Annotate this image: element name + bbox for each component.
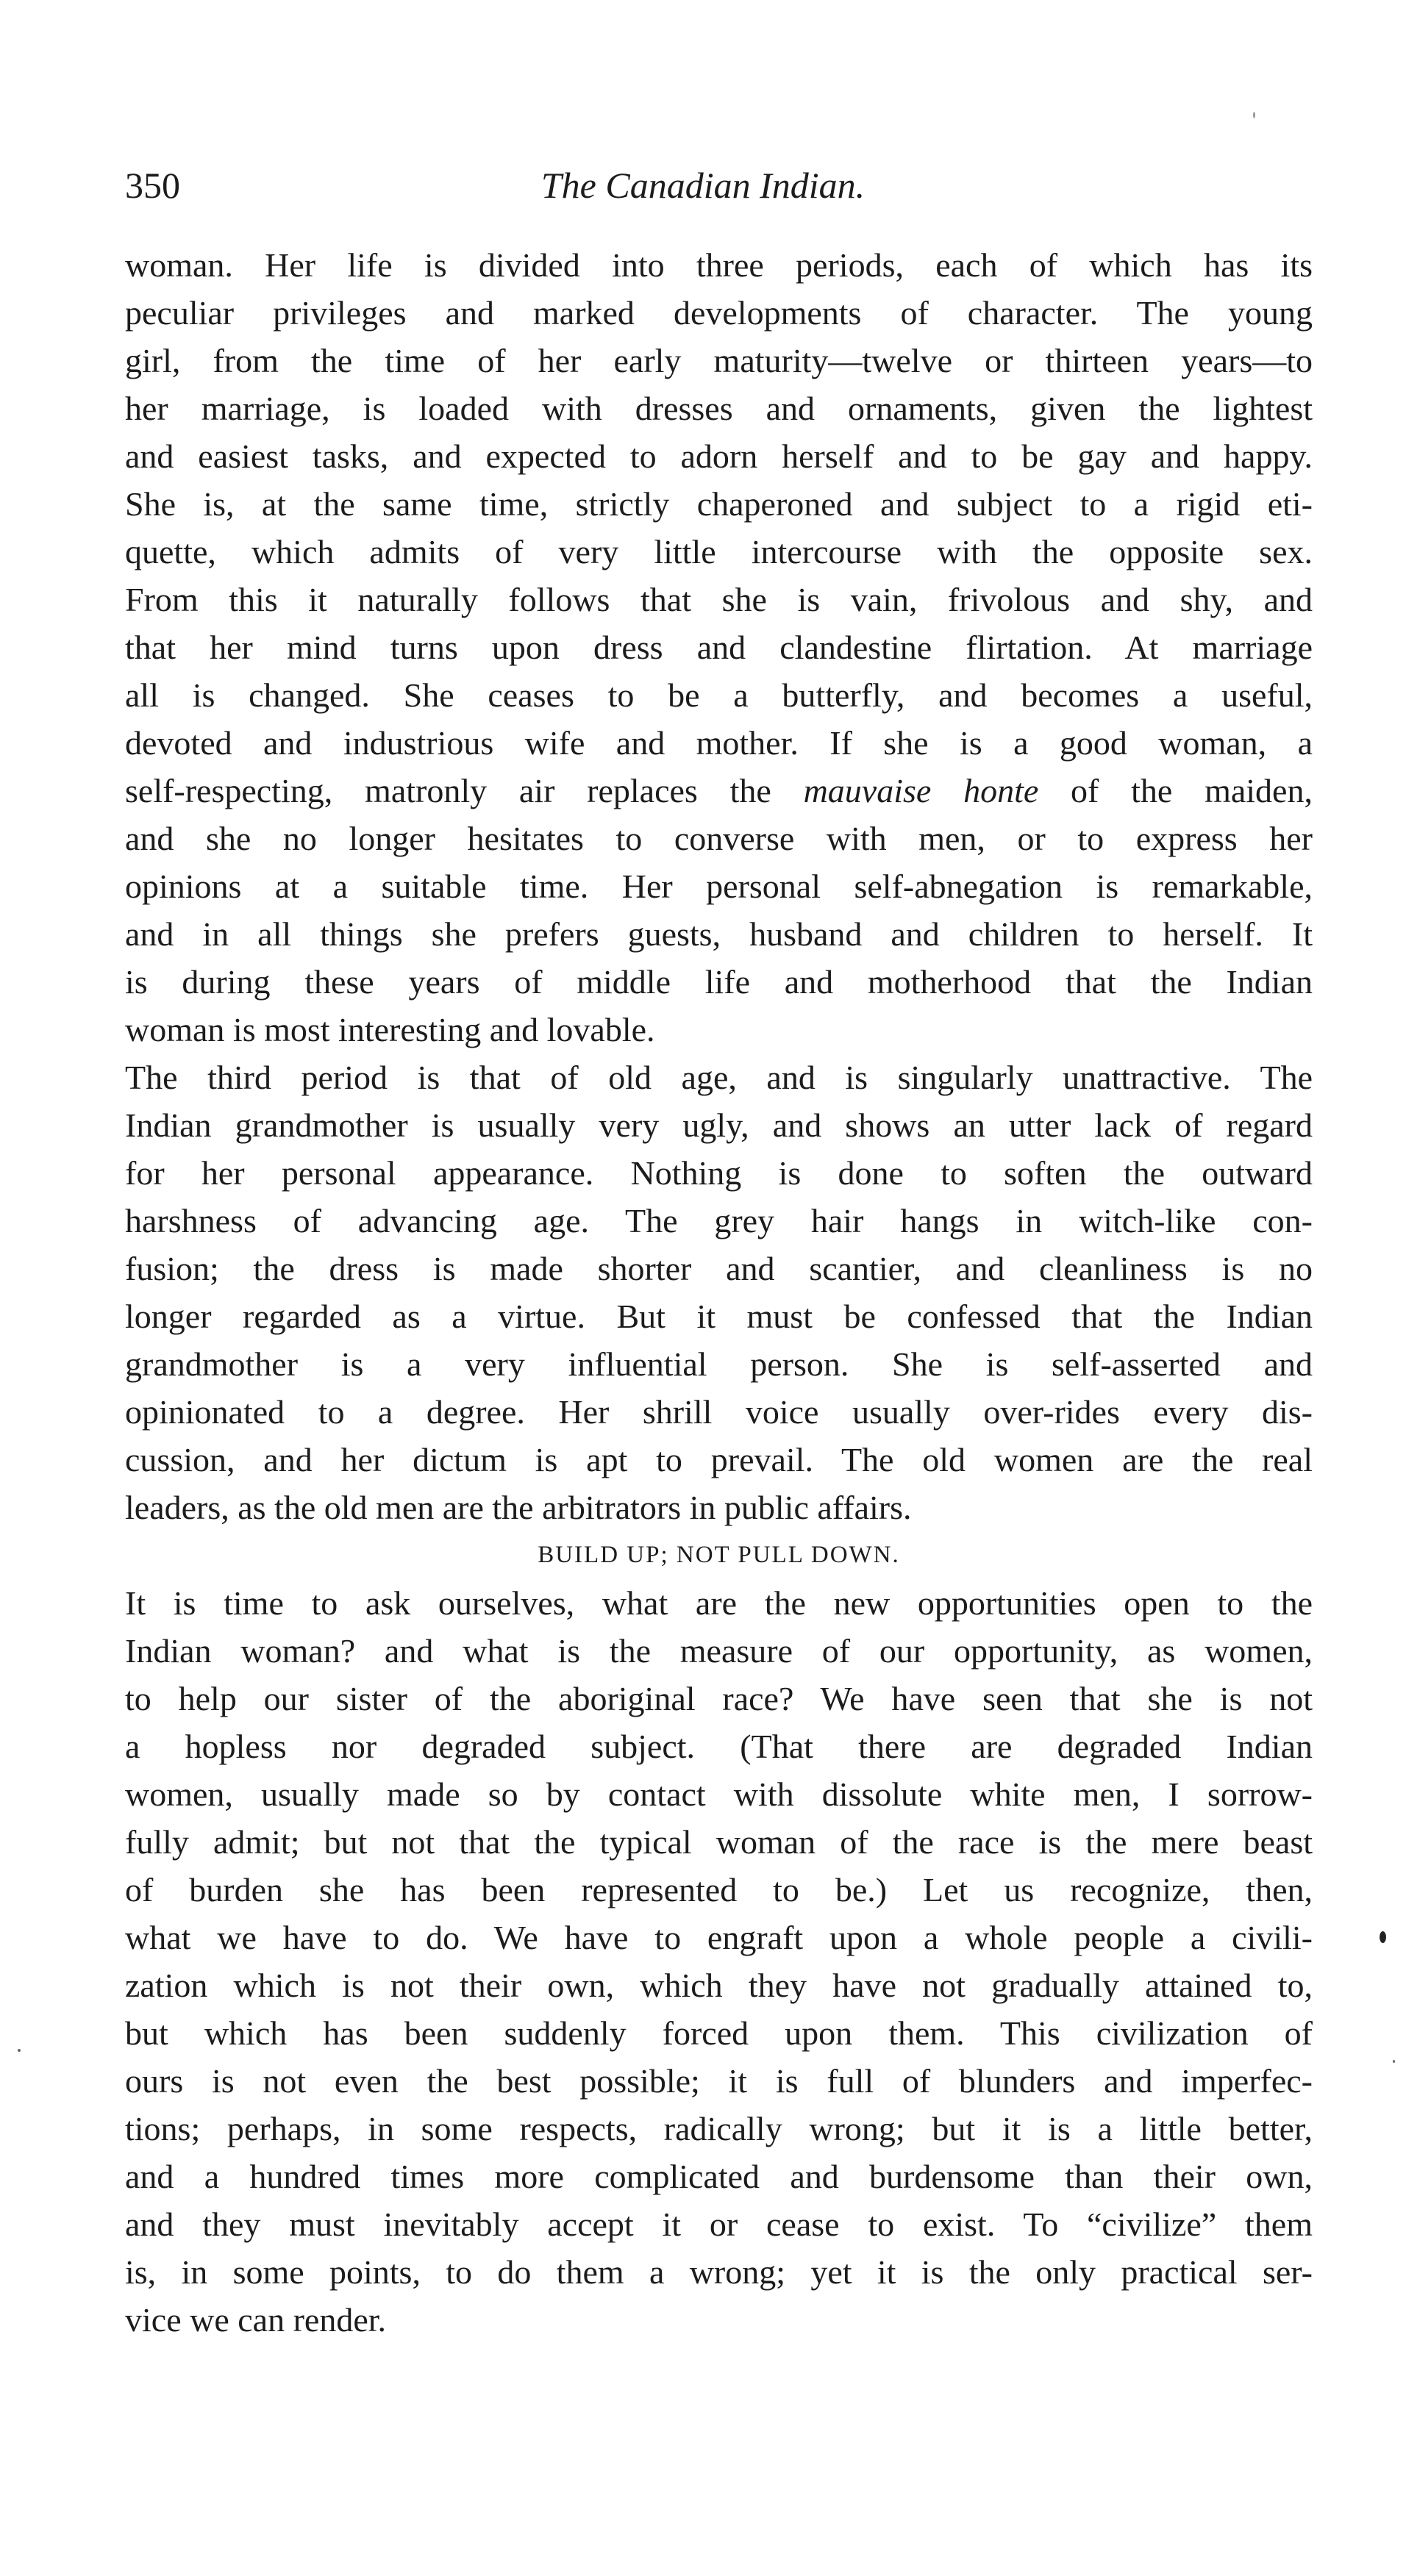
text-line: devoted and industrious wife and mother. If she is a good woman, a: [125, 724, 1313, 762]
text-line: tions; perhaps, in some respects, radically wrong; but it is a little better,: [125, 2110, 1313, 2147]
text-line: Indian woman? and what is the measure of our opportunity, as women,: [125, 1632, 1313, 1670]
text-line: The third period is that of old age, and is singularly unattractive. The: [125, 1059, 1313, 1096]
text-line: She is, at the same time, strictly chaperoned and subject to a rigid eti-: [125, 485, 1313, 523]
text-line: her marriage, is loaded with dresses and ornaments, given the lightest: [125, 390, 1313, 427]
text-line: and a hundred times more complicated and burdensome than their own,: [125, 2158, 1313, 2195]
scan-speck: [1253, 112, 1255, 118]
text-line: a hopless nor degraded subject. (That there are degraded Indian: [125, 1728, 1313, 1765]
text-line: all is changed. She ceases to be a butterfly, and becomes a useful,: [125, 676, 1313, 714]
text-line: cussion, and her dictum is apt to prevail. The old women are the real: [125, 1441, 1313, 1478]
text-line: ours is not even the best possible; it is full of blunders and imperfec-: [125, 2062, 1313, 2100]
running-title: The Canadian Indian.: [540, 165, 866, 206]
text-line: and in all things she prefers guests, husband and children to herself. It: [125, 915, 1313, 953]
text-line: girl, from the time of her early maturity—twelve or thirteen years—to: [125, 342, 1313, 379]
text-line: but which has been suddenly forced upon them. This civilization of: [125, 2014, 1313, 2052]
text-line: quette, which admits of very little intercourse with the opposite sex.: [125, 533, 1313, 570]
text-line: harshness of advancing age. The grey hair hangs in witch-like con-: [125, 1202, 1313, 1239]
text-line: It is time to ask ourselves, what are the new opportunities open to the: [125, 1584, 1313, 1622]
body-text: [125, 241, 1313, 2344]
text-line: for her personal appearance. Nothing is done to soften the outward: [125, 1154, 1313, 1192]
text-line: self-respecting, matronly air replaces the mauvaise honte of the maiden,: [125, 772, 1313, 809]
text-line: of burden she has been represented to be.) Let us recognize, then,: [125, 1871, 1313, 1908]
page-number: 350: [125, 165, 180, 206]
text-line: opinions at a suitable time. Her personal self-abnegation is remarkable,: [125, 867, 1313, 905]
text-line: vice we can render.: [125, 2301, 387, 2339]
text-line: woman. Her life is divided into three periods, each of which has its: [125, 246, 1313, 284]
margin-ink-dot: [1380, 1931, 1386, 1943]
text-line: longer regarded as a virtue. But it must be confessed that the Indian: [125, 1298, 1313, 1335]
text-line: fully admit; but not that the typical woman of the race is the mere beast: [125, 1823, 1313, 1861]
text-line: grandmother is a very influential person. She is self-asserted and: [125, 1345, 1313, 1383]
text-line: woman is most interesting and lovable.: [125, 1011, 655, 1048]
text-line: that her mind turns upon dress and clandestine flirtation. At marriage: [125, 629, 1313, 666]
section-heading: BUILD UP; NOT PULL DOWN.: [538, 1542, 900, 1568]
text-line: leaders, as the old men are the arbitrators in public affairs.: [125, 1489, 912, 1526]
text-line: peculiar privileges and marked developments of character. The young: [125, 294, 1313, 332]
text-line: and she no longer hesitates to converse with men, or to express her: [125, 820, 1313, 857]
text-line: zation which is not their own, which they have not gradually attained to,: [125, 1967, 1313, 2004]
text-line: is, in some points, to do them a wrong; yet it is the only practical ser-: [125, 2253, 1313, 2291]
text-line: Indian grandmother is usually very ugly, and shows an utter lack of regard: [125, 1106, 1313, 1144]
text-line: women, usually made so by contact with dissolute white men, I sorrow-: [125, 1775, 1313, 1813]
text-line: and they must inevitably accept it or cease to exist. To “civilize” them: [125, 2205, 1313, 2243]
text-line: From this it naturally follows that she is vain, frivolous and shy, and: [125, 581, 1313, 618]
text-line: to help our sister of the aboriginal race? We have seen that she is not: [125, 1680, 1313, 1717]
italic-phrase: mauvaise honte: [803, 772, 1039, 809]
text-line: is during these years of middle life and motherhood that the Indian: [125, 963, 1313, 1001]
text-line: what we have to do. We have to engraft upon a whole people a civili-: [125, 1919, 1313, 1956]
text-line: and easiest tasks, and expected to adorn herself and to be gay and happy.: [125, 437, 1313, 475]
scan-speck: [18, 2049, 21, 2052]
scan-speck: [1393, 2060, 1395, 2063]
text-line: opinionated to a degree. Her shrill voice usually over-rides every dis-: [125, 1393, 1313, 1431]
text-line: fusion; the dress is made shorter and scantier, and cleanliness is no: [125, 1250, 1313, 1287]
